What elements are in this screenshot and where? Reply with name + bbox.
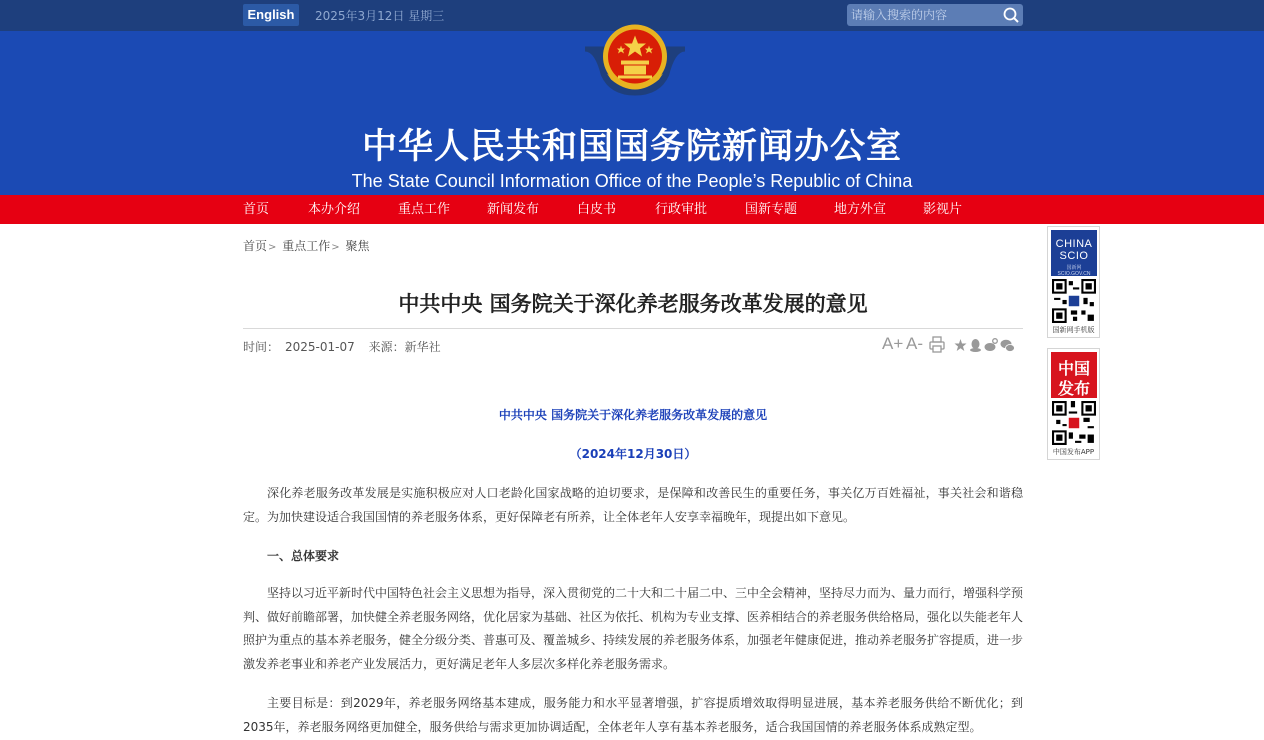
article-subtitle: 中共中央 国务院关于深化养老服务改革发展的意见	[498, 408, 768, 422]
nav-item-admin-approval[interactable]: 行政审批	[655, 202, 708, 217]
weibo-share-icon[interactable]	[984, 334, 998, 356]
nav-item-white-papers[interactable]: 白皮书	[577, 202, 617, 217]
article-paragraph: 坚持以习近平新时代中国特色社会主义思想为指导，深入贯彻党的二十大和二十届二中、三中全会精神，坚持尽力而为、量力而行，增强科学预判、做好前瞻部署，加快健全养老服务网络，优化居家为基础、社区为依托、机构为专业支撑、医养相结合的养老服务供给格局，强化以失能老年人照护为重点的基本养老服务，健全分级分类、普惠可及、覆盖城乡、持续发展的养老服务体系，加强老年健康促进，推动养老服务扩容提质，进一步激发养老事业和养老产业发展活力，更好满足老年人多层次多样化养老服务需求。	[243, 586, 1024, 671]
source-name: 新华社	[404, 340, 441, 354]
breadcrumb-separator: >	[331, 242, 340, 253]
nav-item-home[interactable]: 首页	[243, 202, 270, 217]
article-paragraph: 深化养老服务改革发展是实施积极应对人口老龄化国家战略的迫切要求，是保障和改善民生的重要任务，事关亿万百姓福祉，事关社会和谐稳定。为加快建设适合我国国情的养老服务体系，更好保障老有所养，让全体老年人安享幸福晚年，现提出如下意见。	[243, 486, 1023, 524]
search-icon[interactable]	[1003, 7, 1019, 23]
font-larger-button[interactable]: A+	[882, 334, 904, 353]
nav-item-key-work[interactable]: 重点工作	[398, 202, 451, 217]
source-label: 来源：	[368, 340, 405, 354]
site-title-english: The State Council Information Office of the People’s Republic of China	[351, 171, 913, 191]
nav-item-local[interactable]: 地方外宣	[834, 202, 887, 217]
header-banner	[0, 31, 1264, 195]
wechat-share-icon[interactable]	[1000, 334, 1015, 356]
breadcrumb-home[interactable]: 首页	[243, 239, 268, 253]
breadcrumb-key-work[interactable]: 重点工作	[282, 239, 331, 253]
current-date: 2025年3月12日 星期三	[315, 9, 445, 23]
china-fabu-logo: 中国 发布	[1051, 352, 1097, 398]
breadcrumb	[243, 237, 369, 254]
qr-caption: 国新网手机版	[1052, 326, 1095, 334]
article-title: 中共中央 国务院关于深化养老服务改革发展的意见	[398, 292, 868, 316]
qq-share-icon[interactable]	[969, 334, 982, 356]
article-date-line: （2024年12月30日）	[569, 447, 697, 461]
breadcrumb-focus[interactable]: 聚焦	[345, 239, 370, 253]
article-meta	[243, 338, 441, 355]
national-emblem-icon	[585, 0, 685, 111]
site-title-chinese: 中华人民共和国国务院新闻办公室	[361, 126, 902, 167]
fabu-app-qr-panel[interactable]	[1047, 348, 1100, 460]
english-version-button[interactable]: English	[243, 4, 299, 26]
nav-item-about[interactable]: 本办介绍	[308, 202, 361, 217]
main-nav	[0, 195, 1264, 224]
scio-app-qr-panel[interactable]	[1047, 226, 1100, 338]
qr-code-icon	[1052, 279, 1096, 323]
qr-code-icon	[1052, 401, 1096, 445]
time-label: 时间：	[243, 340, 280, 354]
search-input[interactable]	[851, 4, 999, 26]
section-heading: 一、总体要求	[267, 549, 340, 563]
nav-item-topics[interactable]: 国新专题	[745, 202, 798, 217]
breadcrumb-separator: >	[268, 242, 277, 253]
title-divider	[243, 328, 1023, 329]
nav-item-films[interactable]: 影视片	[923, 202, 963, 217]
print-icon[interactable]	[929, 334, 945, 356]
publish-date: 2025-01-07	[285, 340, 355, 354]
search-box[interactable]	[847, 4, 1023, 26]
china-scio-logo: CHINA SCIO 国新网 SCIO.GOV.CN	[1051, 230, 1097, 276]
font-smaller-button[interactable]: A-	[906, 334, 923, 353]
nav-item-press[interactable]: 新闻发布	[487, 202, 540, 217]
article-paragraph: 主要目标是：到2029年，养老服务网络基本建成，服务能力和水平显著增强，扩容提质增效取得明显进展，基本养老服务供给不断优化；到2035年，养老服务网络更加健全，服务供给与需求更加协调适配，全体老年人享有基本养老服务，适合我国国情的养老服务体系成熟定型。	[243, 696, 1023, 734]
qr-caption: 中国发布APP	[1052, 448, 1095, 456]
favorite-star-icon[interactable]	[954, 334, 967, 356]
